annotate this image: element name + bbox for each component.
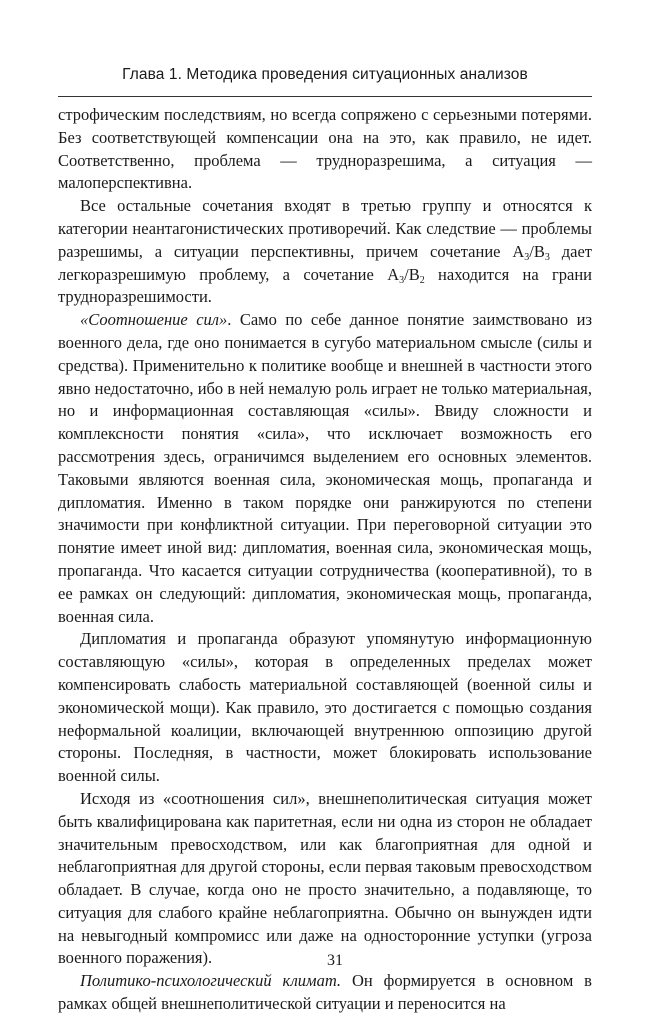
paragraph-continuation: строфическим последствиям, но всегда сопряжено с серьезными потерями. Без соответствующей компенсации она на это, как правило, не идет. Соответственно, проблема — трудноразрешима, а ситуация — малоперспективна. (58, 105, 592, 193)
formula-a3b3: $A_3/B_3$ (512, 241, 550, 263)
paragraph-text: Он формируется в основном в рамках общей внешнеполитической ситуации и переносится на (58, 971, 592, 1014)
paragraph-text: дает легкоразрешимую проблему, а сочетание (58, 241, 592, 284)
term-italic: Политико-психологический климат. (80, 971, 342, 991)
paragraph-situation: Исходя из «соотношения сил», внешнеполитическая ситуация может быть квалифицирована как паритетная, если ни одна из сторон не обладает значительным превосходством, или как благоприятная для одной и неблагоприятная для другой стороны, если первая таковым превосходством обладает. В случае, когда оно не просто значительно, а подавляюще, то ситуация для слабого крайне неблагоприятна. Обычно он вынужден идти на невыгодный компромисс или даже на односторонние уступки (угроза военного поражения). (58, 788, 592, 968)
formula-subscript: 3 (544, 251, 550, 263)
paragraph-combinations (58, 195, 592, 309)
formula-a3b2: $A_3/B_2$ (387, 264, 425, 286)
formula-subscript: 2 (419, 274, 425, 286)
header-rule (58, 96, 592, 97)
paragraph-climate (58, 970, 592, 1016)
formula-symbol: B (408, 264, 420, 284)
page-number: 31 (327, 952, 343, 969)
paragraph-balance-of-forces (58, 309, 592, 628)
formula-subscript: 3 (399, 274, 405, 286)
paragraph-text: Все остальные сочетания входят в третью группу и относятся к категории неантагонистических противоречий. Как следствие — проблемы разрешимы, а ситуации перспективны, причем сочетание (58, 196, 592, 261)
paragraph-text: находится на грани трудноразрешимости. (58, 264, 592, 307)
body-text (58, 104, 592, 1016)
term-italic: «Соотношение сил» (80, 310, 228, 330)
formula-symbol: A (387, 264, 400, 284)
formula-symbol: B (533, 241, 545, 261)
paragraph-text: . Само по себе данное понятие заимствовано из военного дела, где оно понимается в сугубо материальном смысле (силы и средства). Применительно к политике вообще и внешней в частности этого явно недостаточно, ибо в ней немалую роль играет не только материальная, но и информационная составляющая «силы». Ввиду сложности и комплексности понятия «сила», что исключает возможность его рассмотрения здесь, ограничимся выделением его основных элементов. Таковыми являются военная сила, экономическая мощь, пропаганда и дипломатия. Именно в таком порядке они ранжируются по степени значимости при конфликтной ситуации. При переговорной ситуации это понятие имеет иной вид: дипломатия, военная сила, экономическая мощь, пропаганда. Что касается ситуации сотрудничества (кооперативной), то в ее рамках он следующий: дипломатия, экономическая мощь, пропаганда, военная сила. (58, 310, 592, 626)
formula-subscript: 3 (524, 251, 530, 263)
formula-symbol: A (512, 241, 525, 261)
running-head: Глава 1. Методика проведения ситуационных анализов (122, 66, 528, 83)
paragraph-diplomacy: Дипломатия и пропаганда образуют упомянутую информационную составляющую «силы», которая в определенных пределах может компенсировать слабость материальной составляющей (военной силы и экономической мощи). Как правило, это достигается с помощью создания неформальной коалиции, включающей внутреннюю оппозицию другой стороны. Последняя, в частности, может блокировать использование военной силы. (58, 629, 592, 786)
